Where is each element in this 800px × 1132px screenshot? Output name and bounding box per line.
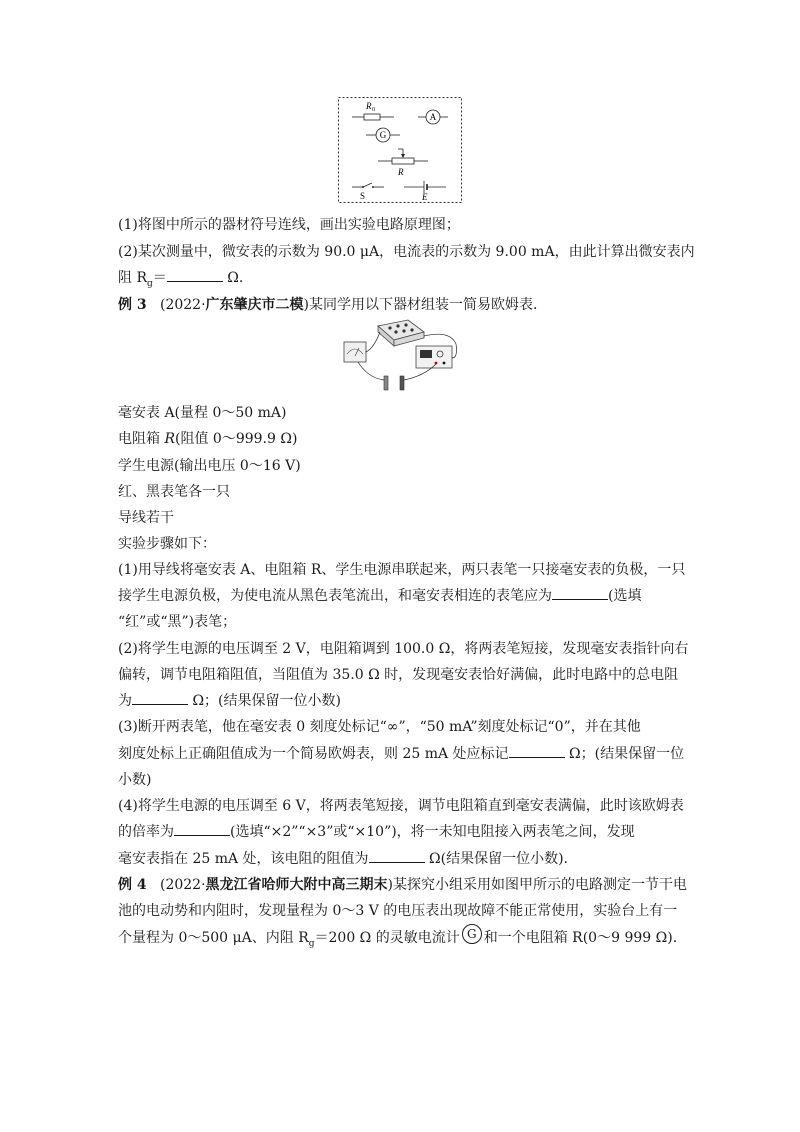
step-3-line-3: 小数) <box>118 772 152 788</box>
test-lead-red <box>384 376 388 390</box>
m2-c: (阻值 0～999.9 Ω) <box>175 431 298 447</box>
answer-blank[interactable] <box>132 692 188 705</box>
material-1: 毫安表 A(量程 0～50 mA) <box>118 405 287 421</box>
label-e: E <box>422 192 428 202</box>
question-2-line-1: (2)某次测量中，微安表的示数为 90.0 μA，电流表的示数为 9.00 mA，由此计算出微安表内 <box>118 244 695 260</box>
step-2-line-3 <box>118 692 341 710</box>
answer-blank[interactable] <box>174 823 230 836</box>
step-4-line-3 <box>118 850 568 868</box>
step-2-line-1: (2)将学生电源的电压调至 2 V，电阻箱调到 100.0 Ω，将两表笔短接，发现毫安表指针向右 <box>118 641 689 657</box>
example-4-line-3 <box>118 928 677 953</box>
label-r0-sub: 0 <box>372 107 375 113</box>
question-1: (1)将图中所示的器材符号连线，画出实验电路原理图； <box>118 217 460 233</box>
label-s: S <box>360 191 366 201</box>
q2-sub: g <box>147 278 153 289</box>
example-3-source: 广东肇庆市二模 <box>205 297 304 313</box>
s2-c1: 为 <box>118 693 132 709</box>
q2-unit: Ω. <box>222 270 244 286</box>
s4-c2: Ω(结果保留一位小数). <box>424 851 568 867</box>
s4-c1: 毫安表指在 25 mA 处，该电阻的阻值为 <box>118 851 369 867</box>
steps-heading: 实验步骤如下： <box>118 536 216 552</box>
material-4: 红、黑表笔各一只 <box>118 484 230 500</box>
example-4-heading <box>118 876 687 894</box>
step-1-line-3: “红”或“黑”)表笔； <box>118 614 237 630</box>
m2-b: R <box>164 431 175 447</box>
answer-blank[interactable] <box>509 745 565 758</box>
example-4-text: 某探究小组采用如图甲所示的电路测定一节干电 <box>393 877 687 893</box>
material-2 <box>118 430 297 448</box>
example-4-source-close: ) <box>387 877 393 893</box>
s4-b2: (选填“×2”“×3”或“×10”)，将一未知电阻接入两表笔之间，发现 <box>230 824 635 840</box>
label-r0: R <box>366 101 372 111</box>
step-1-line-2 <box>118 587 641 605</box>
answer-blank[interactable] <box>369 850 425 863</box>
example-4-line-2: 池的电动势和内阻时，发现量程为 0～3 V 的电压表出现故障不能正常使用，实验台上有一 <box>118 903 678 919</box>
material-5: 导线若干 <box>118 510 174 526</box>
s1-b2: (选填 <box>608 588 642 604</box>
ex4-c2: ＝200 Ω 的灵敏电流计 <box>314 930 460 946</box>
rheostat-symbol <box>392 158 414 164</box>
step-3-line-2 <box>118 745 684 763</box>
step-2-line-2: 偏转，调节电阻箱阻值，当阻值为 35.0 Ω 时，发现毫安表恰好满偏，此时电路中的总电阻 <box>118 667 679 683</box>
example-4-label: 例 4 <box>118 877 147 893</box>
example-3-text: 某同学用以下器材组装一简易欧姆表. <box>309 297 538 313</box>
galvanometer-icon: G <box>462 924 482 944</box>
step-3-line-1: (3)断开两表笔，他在毫安表 0 刻度处标记“∞”，“50 mA”刻度处标记“0”，并在其他 <box>118 719 641 735</box>
s4-b1: 的倍率为 <box>118 824 174 840</box>
ex4-sub: g <box>308 938 315 949</box>
s2-c2: Ω；(结果保留一位小数) <box>188 693 341 709</box>
q2-text: 阻 R <box>118 270 147 286</box>
ex4-c3: 和一个电阻箱 R(0～9 999 Ω). <box>483 930 678 946</box>
label-r: R <box>398 167 404 177</box>
answer-blank[interactable] <box>552 587 608 600</box>
example-3-source-close: ) <box>303 297 309 313</box>
example-4-source: 黑龙江省哈师大附中高三期末 <box>205 877 388 893</box>
label-a: A <box>429 112 437 122</box>
circuit-diagram <box>338 97 462 203</box>
example-3-heading <box>118 296 537 314</box>
example-3-source-open: (2022· <box>159 297 206 313</box>
label-g: G <box>379 130 387 140</box>
answer-blank[interactable] <box>167 269 223 282</box>
milliammeter <box>344 342 366 362</box>
material-3: 学生电源(输出电压 0～16 V) <box>118 458 301 474</box>
example-4-source-open: (2022· <box>159 877 206 893</box>
step-4-line-1: (4)将学生电源的电压调至 6 V，将两表笔短接，调节电阻箱直到毫安表满偏，此时该欧姆表 <box>118 798 684 814</box>
question-2-line-2 <box>118 269 243 293</box>
switch-symbol <box>363 183 372 187</box>
m2-a: 电阻箱 <box>118 431 165 447</box>
ex4-c1: 个量程为 0～500 μA、内阻 R <box>118 930 309 946</box>
s3-b2: Ω；(结果保留一位 <box>564 746 685 762</box>
q2-eq: ＝ <box>152 270 167 286</box>
test-lead-black <box>400 376 404 390</box>
step-1-line-1: (1)用导线将毫安表 A、电阻箱 R、学生电源串联起来，两只表笔一只接毫安表的负极，一只 <box>118 562 686 578</box>
s1-b: 接学生电源负极，为使电流从黑色表笔流出，和毫安表相连的表笔应为 <box>118 588 552 604</box>
resistor-r0-symbol <box>364 114 380 120</box>
example-3-label: 例 3 <box>118 297 147 313</box>
step-4-line-2 <box>118 823 635 841</box>
equipment-photo <box>338 318 462 394</box>
s3-b1: 刻度处标上正确阻值成为一个简易欧姆表，则 25 mA 处应标记 <box>118 746 509 762</box>
